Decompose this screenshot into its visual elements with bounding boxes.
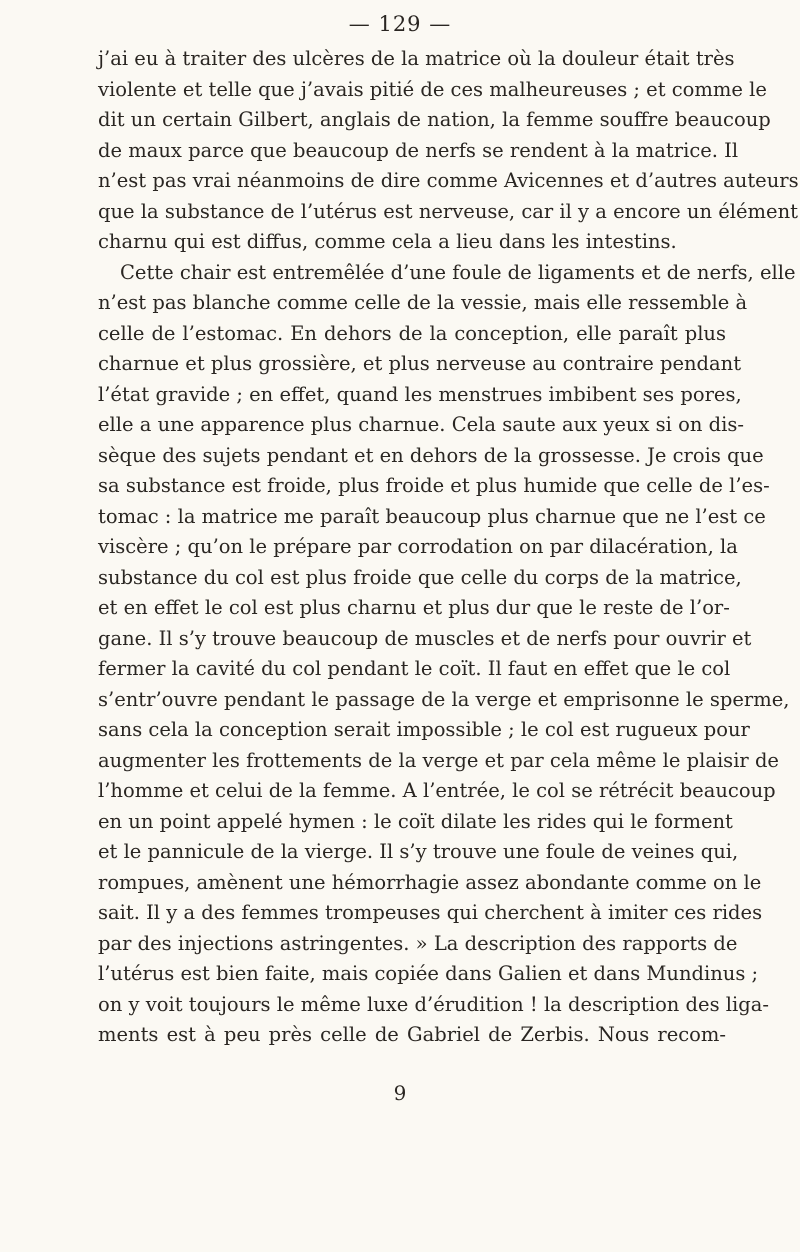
signature-mark: 9 [393,1081,407,1105]
text-line: rompues, amènent une hémorrhagie assez abondante comme on le [98,870,762,894]
text-line: sèque des sujets pendant et en dehors de la grossesse. Je crois que [98,443,764,467]
text-line: l’homme et celui de la femme. A l’entrée, le col se rétrécit beaucoup [98,779,776,802]
text-line: elle a une apparence plus charnue. Cela saute aux yeux si on dis- [98,413,744,436]
text-line: que la substance de l’utérus est nerveuse, car il y a encore un élément [98,199,798,223]
text-line: on y voit toujours le même luxe d’érudition ! la description des liga- [98,992,769,1016]
text-line: celle de l’estomac. En dehors de la conception, elle paraît plus [98,321,726,345]
text-line: par des injections astringentes. » La description des rapports de [98,931,738,955]
body-text [98,44,799,1051]
text-line: tomac : la matrice me paraît beaucoup plus charnue que ne l’est ce [98,504,766,528]
text-line: et le pannicule de la vierge. Il s’y trouve une foule de veines qui, [98,840,739,863]
text-line: fermer la cavité du col pendant le coït. Il faut en effet que le col [98,657,731,680]
text-line: Cette chair est entremêlée d’une foule de ligaments et de nerfs, elle [120,260,796,284]
text-line: et en effet le col est plus charnu et plus dur que le reste de l’or- [98,596,730,619]
text-line: violente et telle que j’avais pitié de ces malheureuses ; et comme le [98,77,767,101]
text-line: viscère ; qu’on le prépare par corrodation on par dilacération, la [98,535,738,558]
text-line: n’est pas vrai néanmoins de dire comme Avicennes et d’autres auteurs [98,169,799,192]
text-line: l’utérus est bien faite, mais copiée dans Galien et dans Mundinus ; [98,962,759,985]
text-line: substance du col est plus froide que celle du corps de la matrice, [98,565,742,589]
text-line: j’ai eu à traiter des ulcères de la matrice où la douleur était très [98,47,735,70]
text-line: gane. Il s’y trouve beaucoup de muscles et de nerfs pour ouvrir et [98,626,752,650]
text-line: dit un certain Gilbert, anglais de nation, la femme souffre beaucoup [98,108,771,131]
text-line: s’entr’ouvre pendant le passage de la verge et emprisonne le sperme, [98,687,790,711]
page-number: — 129 — [348,12,452,36]
text-line: sans cela la conception serait impossible ; le col est rugueux pour [98,718,750,741]
text-line: sait. Il y a des femmes trompeuses qui cherchent à imiter ces rides [98,901,763,924]
text-line: de maux parce que beaucoup de nerfs se rendent à la matrice. Il [98,138,739,162]
text-line: augmenter les frottements de la verge et par cela même le plaisir de [98,748,779,772]
text-line: charnue et plus grossière, et plus nerveuse au contraire pendant [98,352,742,375]
text-line: en un point appelé hymen : le coït dilate les rides qui le forment [98,809,733,833]
text-line: charnu qui est diffus, comme cela a lieu dans les intestins. [98,230,677,253]
text-line: sa substance est froide, plus froide et plus humide que celle de l’es- [98,474,770,497]
text-line: l’état gravide ; en effet, quand les menstrues imbibent ses pores, [98,382,742,406]
text-line: ments est à peu près celle de Gabriel de Zerbis. Nous recom- [98,1023,726,1046]
text-line: n’est pas blanche comme celle de la vessie, mais elle ressemble à [98,291,748,314]
